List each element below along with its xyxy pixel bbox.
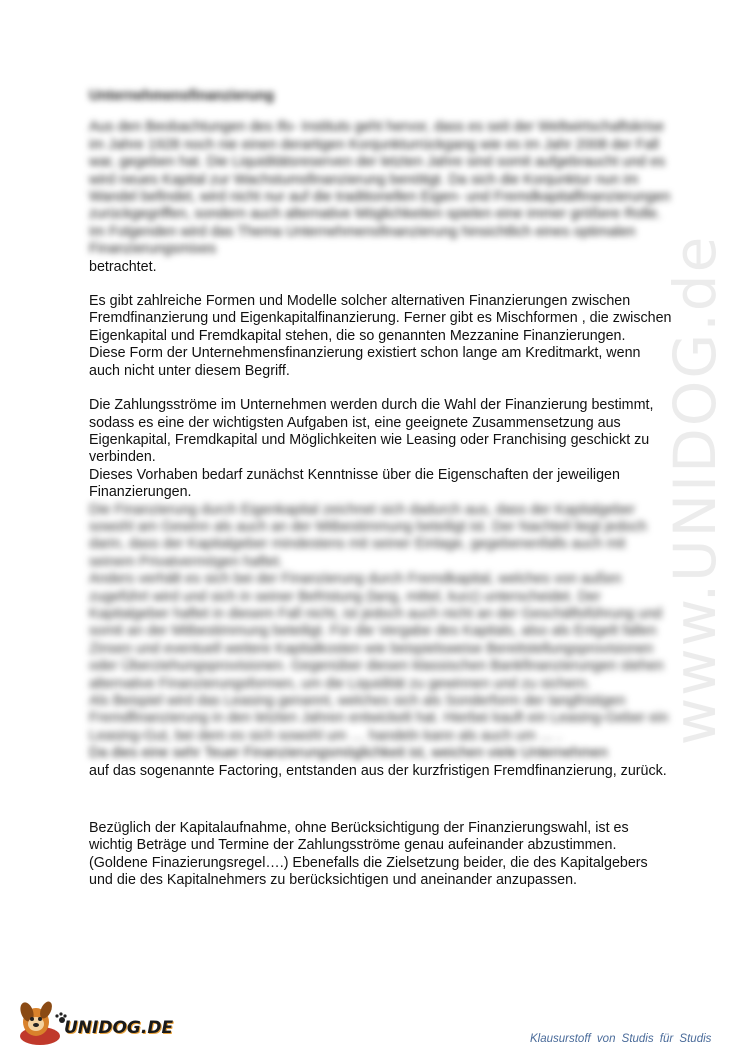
unidog-logo [12, 992, 174, 1048]
footer-tagline: Klausurstoff von Studis für Studis [530, 1033, 712, 1045]
paragraph-equity-blurred: Die Finanzierung durch Eigenkapital zeichnet sich dadurch aus, dass der Kapitalgeber sowohl am Gewinn als auch an der Mitbestimmung beteiligt ist. Der Nachteil liegt jedoch darin, dass der Kapitalgeber mindestens mit seiner Einlage, gegebenenfalls auch mit seinem Privatvermögen haftet. [89, 501, 647, 570]
paragraph-factoring: auf das sogenannte Factoring, entstanden aus der kurzfristigen Fremdfinanzierung, zurück. [89, 762, 667, 779]
paragraph-alternative-forms: Es gibt zahlreiche Formen und Modelle solcher alternativen Finanzierungen zwischen Fremdfinanzierung und Eigenkapitalfinanzierung. Ferner gibt es Mischformen , die zwischen Eigenkapital und Fremdkapital stehen, die so genannten Mezzanine Finanzierungen. [89, 293, 672, 344]
watermark-text: www.UNIDOG.de [661, 234, 729, 746]
logo-text: UNIDOG.DE [64, 1018, 174, 1038]
paragraph-capital-raising: Bezüglich der Kapitalaufnahme, ohne Berücksichtigung der Finanzierungswahl, ist es wichtig Beträge und Termine der Zahlungsströme genau aufeinander abzustimmen. (Goldene Finazierungsregel….) Ebenefalls die Zielsetzung beider, die des Kapitalgebers und die des Kapitalnehmers zu berücksichtigen und aneinander anzupassen. [89, 820, 648, 889]
document-body [89, 88, 674, 890]
paragraph-intro-blurred: Aus den Beobachtungen des Ifo- Instituts geht hervor, dass es seit der Weltwirtschaftskrise im Jahre 1928 noch nie einen derartigen Konjunkturrückgang wie es im Jahr 2008 der Fall war, gegeben hat. Die Liquiditätsreserven der letzten Jahre sind somit aufgebraucht und es wird neues Kapital zur Wachstumsfinanzierung benötigt. Da sich die Konjunktur nun im Wandel befindet, wird nicht nur auf die traditionellen Eigen- und Fremdkapitalfinanzierungen zurückgegriffen, sondern auch alternative Möglichkeiten spielen eine immer größere Rolle. Im Folgenden wird das Thema Unternehmensfinanzierung hinsichtlich eines optimalen Finanzierungsmixes [89, 119, 671, 258]
paragraph-debt-blurred: Anders verhält es sich bei der Finanzierung durch Fremdkapital, welches von außen zugeführt wird und sich in seiner Befristung (lang, mittel, kurz) unterscheidet. Der Kapitalgeber haftet in diesem Fall nicht, ist jedoch auch nicht an der Geschäftsführung und somit an der Mitbestimmung beteiligt. Für die Vergabe des Kapitals, also als Entgelt fallen Zinsen und eventuell weitere Kapitalkosten wie beispielsweise Bereitstellungsprovisionen oder Überziehungsprovisionen. Gegenüber diesen klassischen Bankfinanzierungen stehen alternative Finanzierungsformen, um die Liquidität zu gewinnen und zu sichern. [89, 571, 664, 692]
paragraph-factoring-start-blurred: Da dies eine sehr Teuer Finanzierungsmöglichkeit ist, weichen viele Unternehmen [89, 745, 608, 762]
paragraph-knowledge: Dieses Vorhaben bedarf zunächst Kenntnisse über die Eigenschaften der jeweiligen Finanzierungen. [89, 466, 620, 501]
paragraph-payment-flows: Die Zahlungsströme im Unternehmen werden durch die Wahl der Finanzierung bestimmt, sodass es eine der wichtigsten Aufgaben ist, eine geeignete Zusammensetzung aus Eigenkapital, Fremdkapital und Möglichkeiten wie Leasing oder Franchising geschickt zu verbinden. [89, 397, 654, 466]
document-title: Unternehmensfinanzierung [89, 88, 275, 104]
paragraph-intro-end: betrachtet. [89, 258, 157, 275]
dog-mascot-icon [12, 992, 70, 1048]
paragraph-leasing-blurred: Als Beispiel wird das Leasing genannt, welches sich als Sonderform der langfristigen Fremdfinanzierung in den letzten Jahren entwickelt hat. Hierbei kauft ein Leasing-Geber ein Leasing-Gut, bei dem es sich sowohl um … handeln kann als auch um … . [89, 693, 669, 744]
paragraph-credit-market: Diese Form der Unternehmensfinanzierung existiert schon lange am Kreditmarkt, wenn auch nicht unter diesem Begriff. [89, 345, 641, 379]
